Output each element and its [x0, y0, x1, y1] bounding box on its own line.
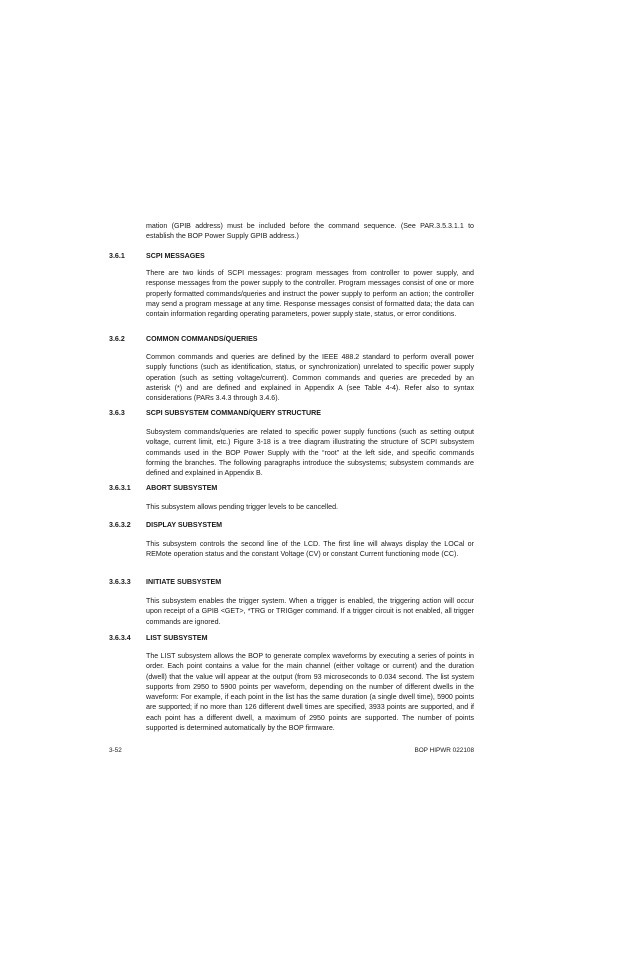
- section-heading: SCPI MESSAGES: [146, 252, 205, 260]
- section-body: Subsystem commands/queries are related to specific power supply functions (such as setting output voltage, current limit, etc.) Figure 3-18 is a tree diagram illustrating the structure of SCPI subsystem commands used in the BOP Power Supply with the “root” at the left side, and specific commands forming the branches. The following paragraphs introduce the subsystems; subsystem commands are defined and explained in Appendix B.: [146, 428, 474, 478]
- intro-paragraph: mation (GPIB address) must be included before the command sequence. (See PAR.3.5.3.1.1 to establish the BOP Power Supply GPIB address.): [146, 222, 474, 241]
- section-body: There are two kinds of SCPI messages: program messages from controller to power supply, and response messages from the power supply to the controller. Program messages consist of one or more properly formatted commands/queries and instruct the power supply to perform an action; the controller may send a program message at any time. Response messages consist of formatted data; the data can contain information regarding operating parameters, power supply state, status, or error conditions.: [146, 269, 474, 319]
- section-body: This subsystem allows pending trigger levels to be cancelled.: [146, 503, 339, 511]
- section-heading: LIST SUBSYSTEM: [146, 634, 208, 642]
- section-number: 3.6.2: [109, 335, 125, 343]
- section-number: 3.6.3.2: [109, 521, 131, 529]
- footer-doc-id: BOP HIPWR 022108: [414, 747, 474, 754]
- section-body: The LIST subsystem allows the BOP to generate complex waveforms by executing a series of points in order. Each point contains a value for the main channel (either voltage or current) and the duration (dwell) that the value will appear at the output (from 93 microseconds to 0.034 second. The list system supports from 2950 to 5900 points per waveform, depending on the number of different dwells in the waveform: For example, if each point in the list has the same duration (a single dwell time), 5900 points are supported; if no more than 126 different dwell times are specified, 3933 points are supported, and if each point has a different dwell, a maximum of 2950 points are supported. The number of points supported is determined automatically by the BOP firmware.: [146, 652, 474, 733]
- section-number: 3.6.3.3: [109, 578, 131, 586]
- section-body: Common commands and queries are defined by the IEEE 488.2 standard to perform overall power supply functions (such as identification, status, or synchronization) unrelated to specific power supply operation (such as setting voltage/current). Common commands and queries are preceded by an asterisk (*) and are defined and explained in Appendix A (see Table 4-4). Refer also to syntax considerations (PARs 3.4.3 through 3.4.6).: [146, 353, 474, 403]
- section-heading: COMMON COMMANDS/QUERIES: [146, 335, 258, 343]
- section-heading: DISPLAY SUBSYSTEM: [146, 521, 223, 529]
- section-heading: SCPI SUBSYSTEM COMMAND/QUERY STRUCTURE: [146, 409, 321, 417]
- section-number: 3.6.1: [109, 252, 125, 260]
- footer-page-number: 3-52: [109, 747, 122, 754]
- section-number: 3.6.3: [109, 409, 125, 417]
- section-number: 3.6.3.4: [109, 634, 131, 642]
- section-heading: ABORT SUBSYSTEM: [146, 484, 218, 492]
- section-heading: INITIATE SUBSYSTEM: [146, 578, 222, 586]
- section-body: This subsystem enables the trigger system. When a trigger is enabled, the triggering action will occur upon receipt of a GPIB <GET>, *TRG or TRIGger command. If a trigger circuit is not enabled, all trigger commands are ignored.: [146, 597, 474, 626]
- section-number: 3.6.3.1: [109, 484, 131, 492]
- section-body: This subsystem controls the second line of the LCD. The first line will always display the LOCal or REMote operation status and the constant Voltage (CV) or constant Current functioning mode (CC).: [146, 540, 474, 559]
